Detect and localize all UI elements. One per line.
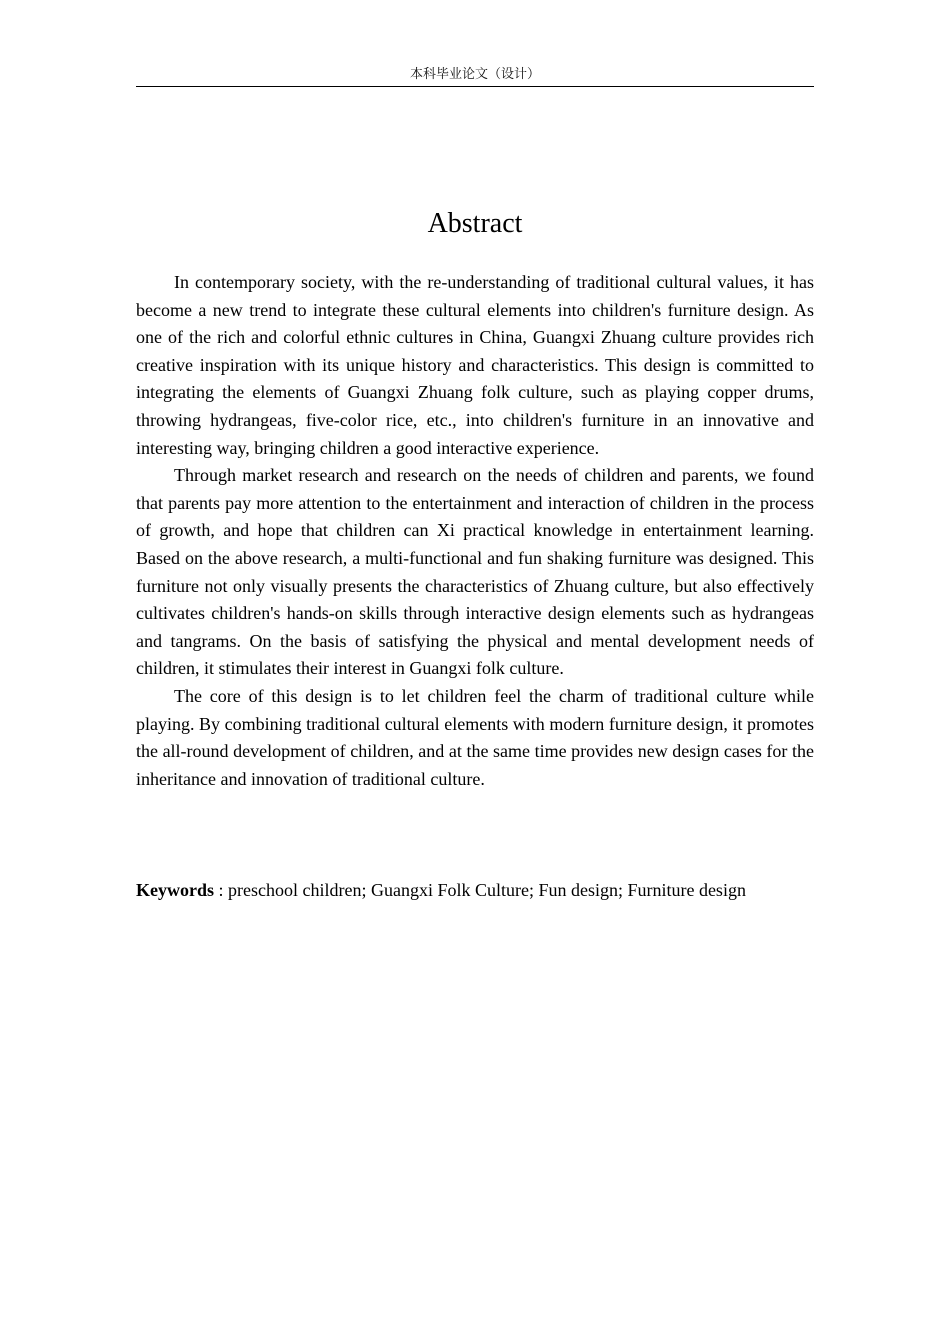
keywords-label: Keywords: [136, 880, 214, 900]
abstract-paragraph-3: The core of this design is to let children feel the charm of traditional culture while playing. By combining traditional cultural elements with modern furniture design, it promotes the all-round development of children, and at the same time provides new design cases for the inheritance and innovation of traditional culture.: [136, 685, 814, 789]
abstract-title: Abstract: [427, 208, 523, 239]
header-rule: [136, 86, 814, 87]
abstract-body: [136, 269, 814, 793]
running-header: 本科毕业论文（设计）: [409, 67, 540, 82]
keywords-list: : preschool children; Guangxi Folk Culture; Fun design; Furniture design: [214, 880, 746, 900]
keywords-line: [136, 877, 826, 904]
abstract-paragraph-1: In contemporary society, with the re-understanding of traditional cultural values, it has become a new trend to integrate these cultural elements into children's furniture design. As one of the rich and colorful ethnic cultures in China, Guangxi Zhuang culture provides rich creative inspiration with its unique history and characteristics. This design is committed to integrating the elements of Guangxi Zhuang folk culture, such as playing copper drums, throwing hydrangeas, five-color rice, etc., into children's furniture in an innovative and interesting way, bringing children a good interactive experience.: [136, 272, 814, 458]
abstract-paragraph-2: Through market research and research on the needs of children and parents, we found that parents pay more attention to the entertainment and interaction of children in the process of growth, and hope that children can Xi practical knowledge in entertainment learning. Based on the above research, a multi-functional and fun shaking furniture was designed. This furniture not only visually presents the characteristics of Zhuang culture, but also effectively cultivates children's hands-on skills through interactive design elements such as hydrangeas and tangrams. On the basis of satisfying the physical and mental development needs of children, it stimulates their interest in Guangxi folk culture.: [136, 465, 814, 679]
